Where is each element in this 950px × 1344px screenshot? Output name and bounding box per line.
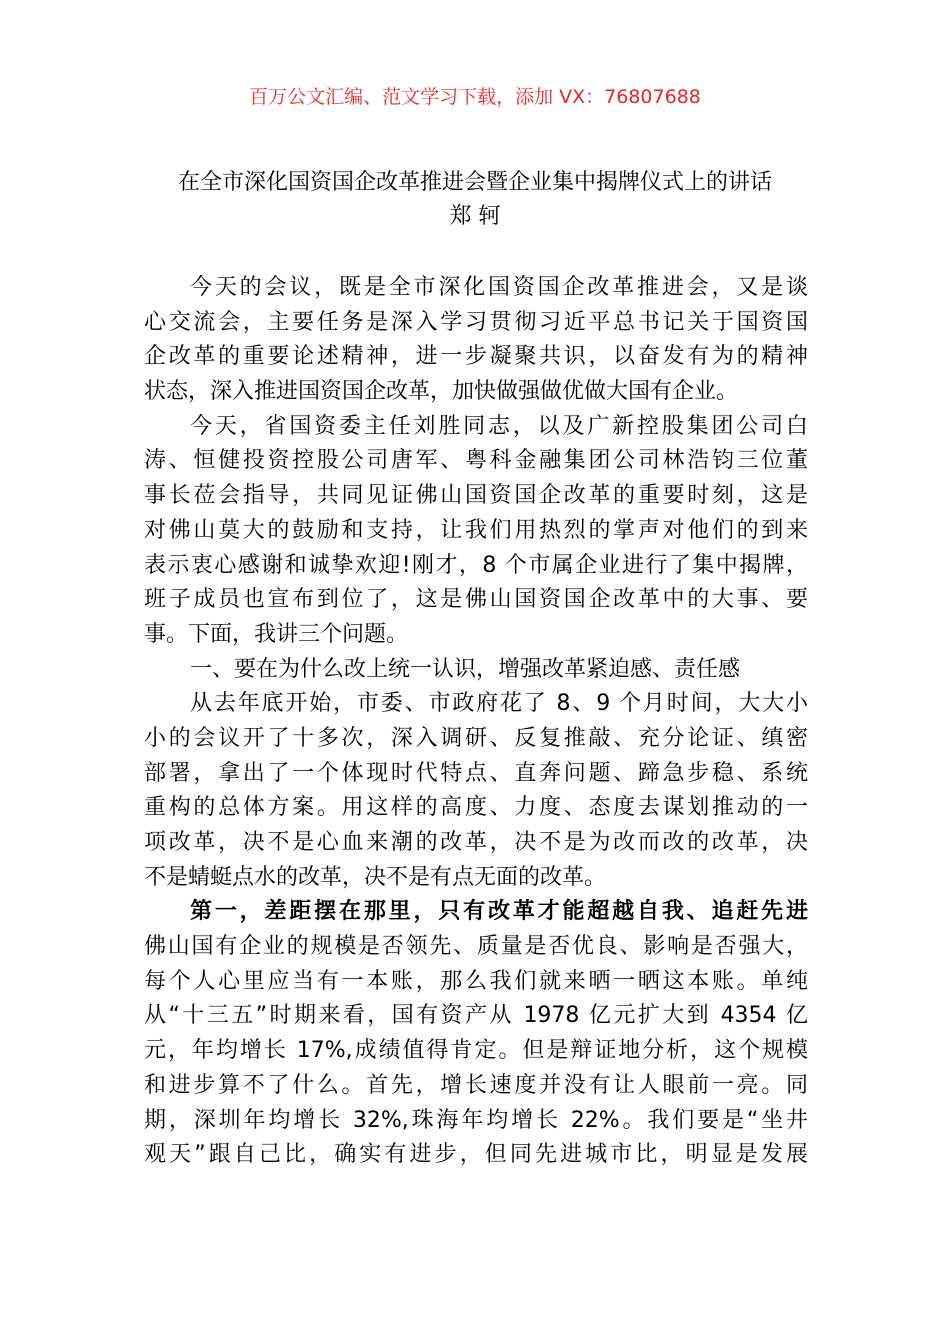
text-line: 事长莅会指导，共同见证佛山国资国企改革的重要时刻，这是 xyxy=(144,483,808,509)
text-line: 期，深圳年均增长 32%,珠海年均增长 22%。我们要是“坐井 xyxy=(144,1107,808,1133)
text-line: 从“十三五”时期来看，国有资产从 1978 亿元扩大到 4354 亿 xyxy=(144,1003,808,1029)
text-line: 班子成员也宣布到位了，这是佛山国资国企改革中的大事、要 xyxy=(144,587,808,613)
document-title: 在全市深化国资国企改革推进会暨企业集中揭牌仪式上的讲话 xyxy=(177,170,772,195)
text-line: 重构的总体方案。用这样的高度、力度、态度去谋划推动的一 xyxy=(144,795,808,821)
text-line: 和进步算不了什么。首先，增长速度并没有让人眼前一亮。同 xyxy=(144,1072,808,1098)
subsection-heading: 第一，差距摆在那里，只有改革才能超越自我、追赶先进 xyxy=(190,899,808,925)
text-line: 企改革的重要论述精神，进一步凝聚共识，以奋发有为的精神 xyxy=(144,344,808,370)
text-line: 对佛山莫大的鼓励和支持，让我们用热烈的掌声对他们的到来 xyxy=(144,517,808,543)
text-line: 今天，省国资委主任刘胜同志，以及广新控股集团公司白 xyxy=(190,413,808,439)
text-line: 涛、恒健投资控股公司唐军、粤科金融集团公司林浩钧三位董 xyxy=(144,448,808,474)
text-line: 状态，深入推进国资国企改革，加快做强做优做大国有企业。 xyxy=(144,379,739,405)
text-line: 小的会议开了十多次，深入调研、反复推敲、充分论证、缜密 xyxy=(144,725,808,751)
section-heading: 一、要在为什么改上统一认识，增强改革紧迫感、责任感 xyxy=(190,656,741,682)
watermark-banner: 百万公文汇编、范文学习下载，添加 VX：76807688 xyxy=(249,86,701,108)
text-line: 部署，拿出了一个体现时代特点、直奔问题、蹄急步稳、系统 xyxy=(144,760,808,786)
text-line: 事。下面，我讲三个问题。 xyxy=(144,621,409,647)
text-line: 表示衷心感谢和诚挚欢迎!刚才，8 个市属企业进行了集中揭牌， xyxy=(144,552,808,578)
text-line: 观天”跟自己比，确实有进步，但同先进城市比，明显是发展 xyxy=(144,1142,808,1168)
document-title-block xyxy=(0,166,950,234)
text-line: 心交流会，主要任务是深入学习贯彻习近平总书记关于国资国 xyxy=(144,309,808,335)
text-line: 元，年均增长 17%,成绩值得肯定。但是辩证地分析，这个规模 xyxy=(144,1038,808,1064)
text-line: 每个人心里应当有一本账，那么我们就来晒一晒这本账。单纯 xyxy=(144,968,808,994)
document-author: 郑 轲 xyxy=(449,204,501,229)
text-line: 不是蜻蜓点水的改革，决不是有点无面的改革。 xyxy=(144,864,607,890)
text-line: 从去年底开始，市委、市政府花了 8、9 个月时间，大大小 xyxy=(190,691,808,717)
text-line: 今天的会议，既是全市深化国资国企改革推进会，又是谈 xyxy=(190,275,808,300)
text-line: 项改革，决不是心血来潮的改革，决不是为改而改的改革，决 xyxy=(144,830,808,855)
text-line: 佛山国有企业的规模是否领先、质量是否优良、影响是否强大， xyxy=(144,934,808,960)
document-body xyxy=(144,271,808,1173)
